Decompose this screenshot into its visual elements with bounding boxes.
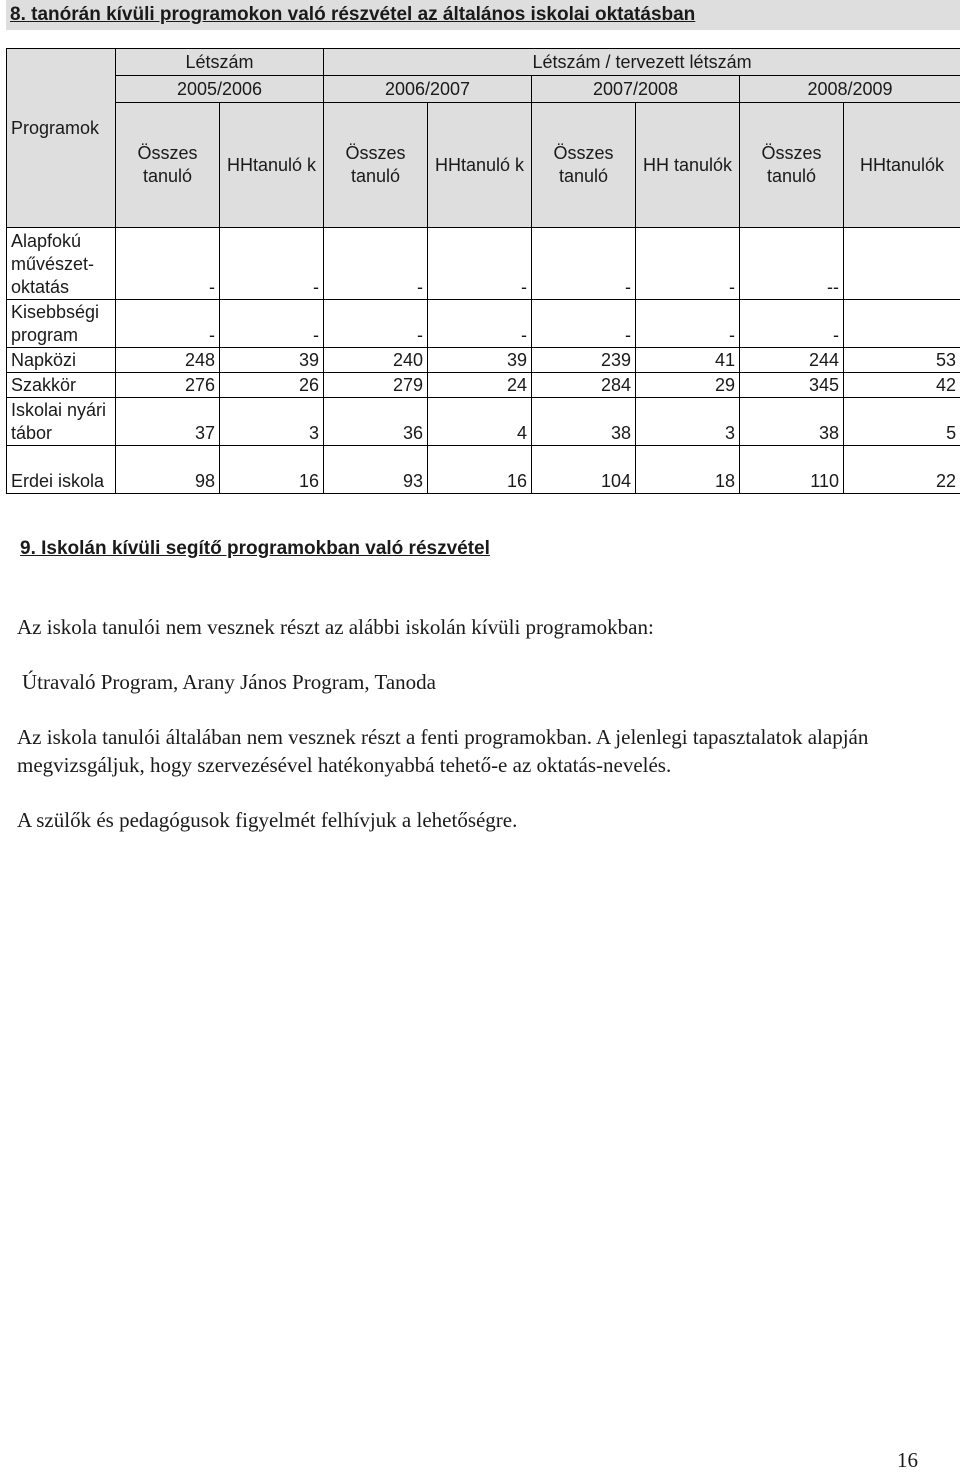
table-cell: 37 [116, 398, 220, 446]
table-cell: 5 [844, 398, 960, 446]
paragraph: Az iskola tanulói nem vesznek részt az alábbi iskolán kívüli programokban: [17, 613, 947, 641]
table-cell: 3 [636, 398, 740, 446]
table-cell [844, 228, 960, 300]
table-cell: - [636, 228, 740, 300]
column-header: HH tanulók [636, 103, 740, 228]
table-cell: 110 [740, 446, 844, 494]
table-cell: 104 [532, 446, 636, 494]
table-row [7, 446, 960, 494]
table-cell: 93 [324, 446, 428, 494]
column-header: Összes tanuló [740, 103, 844, 228]
program-participation-table [6, 48, 960, 494]
table-cell: - [532, 228, 636, 300]
column-header: HHtanuló k [220, 103, 324, 228]
table-cell: -- [740, 228, 844, 300]
table-cell: - [740, 300, 844, 348]
paragraph: Útravaló Program, Arany János Program, Tanoda [22, 668, 952, 696]
table-cell: 4 [428, 398, 532, 446]
table-cell: - [220, 300, 324, 348]
table-cell: 16 [428, 446, 532, 494]
row-label: Erdei iskola [7, 446, 116, 494]
paragraph: A szülők és pedagógusok figyelmét felhívjuk a lehetőségre. [17, 806, 947, 834]
year-header: 2006/2007 [324, 76, 532, 103]
table-cell: 39 [220, 348, 324, 373]
table-cell: - [324, 228, 428, 300]
table-cell [844, 300, 960, 348]
column-header: Összes tanuló [532, 103, 636, 228]
table-cell: 53 [844, 348, 960, 373]
table-cell: 279 [324, 373, 428, 398]
section-8-title: 8. tanórán kívüli programokon való részvétel az általános iskolai oktatásban [6, 0, 960, 30]
row-label: Iskolai nyári tábor [7, 398, 116, 446]
year-header: 2005/2006 [116, 76, 324, 103]
year-header: 2007/2008 [532, 76, 740, 103]
table-cell: 39 [428, 348, 532, 373]
table-cell: - [220, 228, 324, 300]
table-cell: - [324, 300, 428, 348]
row-header-programok: Programok [7, 103, 116, 228]
column-header: Összes tanuló [324, 103, 428, 228]
table-cell: - [116, 228, 220, 300]
table-cell: 16 [220, 446, 324, 494]
table-cell: 36 [324, 398, 428, 446]
table-row [7, 228, 960, 300]
page-number: 16 [897, 1448, 918, 1473]
table-cell: - [428, 228, 532, 300]
row-label: Napközi [7, 348, 116, 373]
table-cell: 239 [532, 348, 636, 373]
table-cell: - [428, 300, 532, 348]
table-cell: 38 [740, 398, 844, 446]
table-cell: - [636, 300, 740, 348]
table-cell: 240 [324, 348, 428, 373]
table-cell: - [532, 300, 636, 348]
table-cell: 41 [636, 348, 740, 373]
table-cell: 18 [636, 446, 740, 494]
section-9-title: 9. Iskolán kívüli segítő programokban való részvétel [20, 538, 490, 560]
table-cell: - [116, 300, 220, 348]
table-cell: 276 [116, 373, 220, 398]
table-cell: 22 [844, 446, 960, 494]
row-label: Alapfokú művészet- oktatás [7, 228, 116, 300]
table-cell: 284 [532, 373, 636, 398]
table-cell: 3 [220, 398, 324, 446]
table-cell: 244 [740, 348, 844, 373]
table-row [7, 348, 960, 373]
year-header: 2008/2009 [740, 76, 960, 103]
row-label: Kisebbségi program [7, 300, 116, 348]
table-corner-cell [7, 49, 116, 103]
table-cell: 26 [220, 373, 324, 398]
table-row [7, 300, 960, 348]
paragraph: Az iskola tanulói általában nem vesznek részt a fenti programokban. A jelenlegi tapasztalatok alapján megvizsgáljuk, hogy szervezésével hatékonyabbá tehető-e az oktatás-nevelés. [17, 723, 947, 779]
table-cell: 42 [844, 373, 960, 398]
table-cell: 24 [428, 373, 532, 398]
table-cell: 345 [740, 373, 844, 398]
column-header: HHtanuló k [428, 103, 532, 228]
group-header-letszam-tervezett: Létszám / tervezett létszám [324, 49, 960, 76]
table-cell: 38 [532, 398, 636, 446]
column-header: Összes tanuló [116, 103, 220, 228]
table-row [7, 373, 960, 398]
table-row [7, 398, 960, 446]
column-header: HHtanulók [844, 103, 960, 228]
table-cell: 98 [116, 446, 220, 494]
group-header-letszam: Létszám [116, 49, 324, 76]
table-cell: 248 [116, 348, 220, 373]
row-label: Szakkör [7, 373, 116, 398]
table-cell: 29 [636, 373, 740, 398]
